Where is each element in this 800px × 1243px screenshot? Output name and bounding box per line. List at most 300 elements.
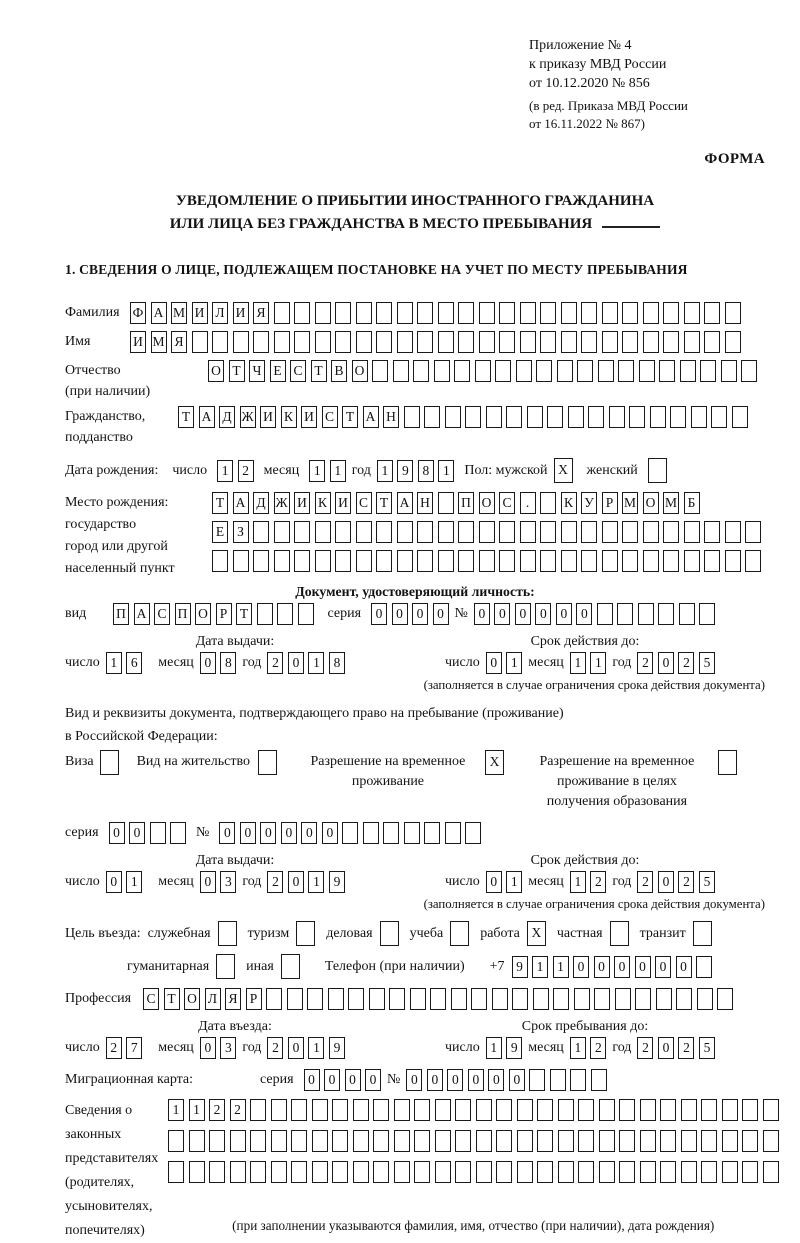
char-cell[interactable]: 0: [658, 652, 674, 674]
char-cell[interactable]: Т: [236, 603, 252, 625]
char-cell[interactable]: [656, 988, 672, 1010]
residence-number-cells[interactable]: [219, 822, 481, 844]
char-cell[interactable]: [520, 331, 536, 353]
issue-month-cells[interactable]: [200, 652, 237, 674]
char-cell[interactable]: [741, 360, 757, 382]
char-cell[interactable]: [650, 406, 666, 428]
char-cell[interactable]: [660, 1130, 676, 1152]
char-cell[interactable]: [356, 302, 372, 324]
char-cell[interactable]: [591, 1069, 607, 1091]
char-cell[interactable]: [561, 331, 577, 353]
char-cell[interactable]: [328, 988, 344, 1010]
char-cell[interactable]: 0: [614, 956, 630, 978]
char-cell[interactable]: [763, 1099, 779, 1121]
char-cell[interactable]: [465, 406, 481, 428]
char-cell[interactable]: Ж: [274, 492, 290, 514]
char-cell[interactable]: [602, 550, 618, 572]
char-cell[interactable]: [212, 331, 228, 353]
char-cell[interactable]: 0: [288, 652, 304, 674]
char-cell[interactable]: [315, 302, 331, 324]
doc-series-cells[interactable]: [371, 603, 449, 625]
char-cell[interactable]: [496, 1161, 512, 1183]
char-cell[interactable]: [475, 360, 491, 382]
char-cell[interactable]: [315, 521, 331, 543]
char-cell[interactable]: [691, 406, 707, 428]
char-cell[interactable]: [168, 1161, 184, 1183]
char-cell[interactable]: [476, 1161, 492, 1183]
char-cell[interactable]: [496, 1099, 512, 1121]
char-cell[interactable]: О: [195, 603, 211, 625]
char-cell[interactable]: [376, 331, 392, 353]
char-cell[interactable]: [218, 921, 237, 946]
char-cell[interactable]: [602, 521, 618, 543]
char-cell[interactable]: [150, 822, 166, 844]
char-cell[interactable]: [438, 302, 454, 324]
char-cell[interactable]: [578, 1161, 594, 1183]
char-cell[interactable]: [417, 302, 433, 324]
char-cell[interactable]: [558, 1130, 574, 1152]
char-cell[interactable]: 0: [200, 1037, 216, 1059]
char-cell[interactable]: [414, 1130, 430, 1152]
char-cell[interactable]: [192, 331, 208, 353]
char-cell[interactable]: А: [233, 492, 249, 514]
char-cell[interactable]: [356, 331, 372, 353]
char-cell[interactable]: 8: [329, 652, 345, 674]
char-cell[interactable]: [383, 822, 399, 844]
char-cell[interactable]: 2: [267, 652, 283, 674]
char-cell[interactable]: 6: [126, 652, 142, 674]
char-cell[interactable]: [622, 302, 638, 324]
char-cell[interactable]: [622, 521, 638, 543]
char-cell[interactable]: X: [554, 458, 573, 483]
char-cell[interactable]: [233, 550, 249, 572]
char-cell[interactable]: [294, 331, 310, 353]
residence-series-cells[interactable]: [109, 822, 187, 844]
char-cell[interactable]: [618, 360, 634, 382]
char-cell[interactable]: 1: [553, 956, 569, 978]
char-cell[interactable]: [253, 331, 269, 353]
char-cell[interactable]: Т: [164, 988, 180, 1010]
char-cell[interactable]: [529, 1069, 545, 1091]
char-cell[interactable]: [512, 988, 528, 1010]
char-cell[interactable]: [438, 492, 454, 514]
char-cell[interactable]: [722, 1130, 738, 1152]
char-cell[interactable]: [547, 406, 563, 428]
purpose-official-checkbox[interactable]: [218, 921, 237, 946]
char-cell[interactable]: [486, 406, 502, 428]
char-cell[interactable]: [499, 521, 515, 543]
char-cell[interactable]: [455, 1099, 471, 1121]
doc-number-cells[interactable]: [474, 603, 716, 625]
char-cell[interactable]: [732, 406, 748, 428]
char-cell[interactable]: Ж: [240, 406, 256, 428]
char-cell[interactable]: [718, 750, 737, 775]
char-cell[interactable]: [492, 988, 508, 1010]
char-cell[interactable]: 1: [506, 652, 522, 674]
char-cell[interactable]: С: [154, 603, 170, 625]
char-cell[interactable]: [335, 331, 351, 353]
char-cell[interactable]: [479, 302, 495, 324]
res-valid-year-cells[interactable]: [637, 871, 715, 893]
char-cell[interactable]: Т: [212, 492, 228, 514]
char-cell[interactable]: [561, 302, 577, 324]
char-cell[interactable]: Ч: [249, 360, 265, 382]
char-cell[interactable]: С: [356, 492, 372, 514]
char-cell[interactable]: [266, 988, 282, 1010]
char-cell[interactable]: 0: [240, 822, 256, 844]
char-cell[interactable]: [704, 521, 720, 543]
char-cell[interactable]: 1: [570, 871, 586, 893]
char-cell[interactable]: [458, 550, 474, 572]
res-issue-year-cells[interactable]: [267, 871, 345, 893]
char-cell[interactable]: [438, 521, 454, 543]
char-cell[interactable]: [376, 521, 392, 543]
char-cell[interactable]: [745, 550, 761, 572]
char-cell[interactable]: [479, 521, 495, 543]
char-cell[interactable]: [298, 603, 314, 625]
char-cell[interactable]: [372, 360, 388, 382]
char-cell[interactable]: [517, 1099, 533, 1121]
char-cell[interactable]: [271, 1099, 287, 1121]
char-cell[interactable]: [711, 406, 727, 428]
char-cell[interactable]: [394, 1161, 410, 1183]
char-cell[interactable]: [721, 360, 737, 382]
char-cell[interactable]: Т: [376, 492, 392, 514]
char-cell[interactable]: [376, 550, 392, 572]
char-cell[interactable]: [684, 331, 700, 353]
char-cell[interactable]: [701, 1099, 717, 1121]
char-cell[interactable]: [332, 1130, 348, 1152]
representatives-cells-2[interactable]: [168, 1130, 779, 1152]
char-cell[interactable]: [670, 406, 686, 428]
char-cell[interactable]: [499, 302, 515, 324]
char-cell[interactable]: 1: [377, 460, 393, 482]
char-cell[interactable]: [578, 1130, 594, 1152]
char-cell[interactable]: Р: [246, 988, 262, 1010]
char-cell[interactable]: [704, 302, 720, 324]
name-cells[interactable]: [130, 331, 741, 353]
char-cell[interactable]: [335, 302, 351, 324]
char-cell[interactable]: [397, 331, 413, 353]
char-cell[interactable]: [291, 1161, 307, 1183]
char-cell[interactable]: [332, 1161, 348, 1183]
char-cell[interactable]: О: [479, 492, 495, 514]
char-cell[interactable]: [617, 603, 633, 625]
char-cell[interactable]: [699, 603, 715, 625]
char-cell[interactable]: В: [331, 360, 347, 382]
char-cell[interactable]: 8: [220, 652, 236, 674]
purpose-business-checkbox[interactable]: [380, 921, 399, 946]
char-cell[interactable]: [663, 521, 679, 543]
char-cell[interactable]: [658, 603, 674, 625]
char-cell[interactable]: 1: [308, 1037, 324, 1059]
char-cell[interactable]: [274, 302, 290, 324]
char-cell[interactable]: [540, 331, 556, 353]
char-cell[interactable]: [410, 988, 426, 1010]
char-cell[interactable]: [527, 406, 543, 428]
edu-permit-checkbox[interactable]: [718, 750, 737, 775]
char-cell[interactable]: 0: [288, 871, 304, 893]
char-cell[interactable]: 2: [678, 871, 694, 893]
char-cell[interactable]: М: [663, 492, 679, 514]
char-cell[interactable]: [495, 360, 511, 382]
char-cell[interactable]: 0: [109, 822, 125, 844]
doc-kind-cells[interactable]: [113, 603, 314, 625]
char-cell[interactable]: [476, 1099, 492, 1121]
char-cell[interactable]: [622, 550, 638, 572]
char-cell[interactable]: [291, 1099, 307, 1121]
char-cell[interactable]: 1: [506, 871, 522, 893]
char-cell[interactable]: [353, 1099, 369, 1121]
res-issue-month-cells[interactable]: [200, 871, 237, 893]
char-cell[interactable]: [465, 822, 481, 844]
char-cell[interactable]: [550, 1069, 566, 1091]
char-cell[interactable]: [516, 360, 532, 382]
char-cell[interactable]: О: [184, 988, 200, 1010]
char-cell[interactable]: [291, 1130, 307, 1152]
char-cell[interactable]: А: [363, 406, 379, 428]
char-cell[interactable]: [189, 1130, 205, 1152]
char-cell[interactable]: [434, 360, 450, 382]
char-cell[interactable]: [629, 406, 645, 428]
birth-year-cells[interactable]: [377, 460, 455, 482]
char-cell[interactable]: 0: [106, 871, 122, 893]
char-cell[interactable]: 1: [189, 1099, 205, 1121]
purpose-tourism-checkbox[interactable]: [296, 921, 315, 946]
char-cell[interactable]: З: [233, 521, 249, 543]
char-cell[interactable]: [438, 331, 454, 353]
char-cell[interactable]: 0: [494, 603, 510, 625]
char-cell[interactable]: [294, 521, 310, 543]
char-cell[interactable]: [230, 1161, 246, 1183]
char-cell[interactable]: [356, 550, 372, 572]
char-cell[interactable]: [312, 1161, 328, 1183]
char-cell[interactable]: [479, 550, 495, 572]
purpose-private-checkbox[interactable]: [610, 921, 629, 946]
char-cell[interactable]: 9: [506, 1037, 522, 1059]
char-cell[interactable]: С: [322, 406, 338, 428]
char-cell[interactable]: [479, 331, 495, 353]
visa-checkbox[interactable]: [100, 750, 119, 775]
char-cell[interactable]: [643, 331, 659, 353]
char-cell[interactable]: [451, 988, 467, 1010]
char-cell[interactable]: И: [233, 302, 249, 324]
char-cell[interactable]: 5: [699, 652, 715, 674]
char-cell[interactable]: [348, 988, 364, 1010]
char-cell[interactable]: [435, 1130, 451, 1152]
char-cell[interactable]: [602, 302, 618, 324]
char-cell[interactable]: 2: [267, 871, 283, 893]
char-cell[interactable]: [680, 360, 696, 382]
char-cell[interactable]: [342, 822, 358, 844]
char-cell[interactable]: 0: [406, 1069, 422, 1091]
char-cell[interactable]: [373, 1130, 389, 1152]
char-cell[interactable]: Ф: [130, 302, 146, 324]
char-cell[interactable]: [676, 988, 692, 1010]
char-cell[interactable]: 9: [329, 871, 345, 893]
char-cell[interactable]: М: [622, 492, 638, 514]
char-cell[interactable]: [684, 521, 700, 543]
char-cell[interactable]: А: [397, 492, 413, 514]
char-cell[interactable]: [458, 521, 474, 543]
char-cell[interactable]: [536, 360, 552, 382]
char-cell[interactable]: [609, 406, 625, 428]
char-cell[interactable]: Я: [225, 988, 241, 1010]
char-cell[interactable]: [274, 550, 290, 572]
char-cell[interactable]: 2: [637, 652, 653, 674]
issue-year-cells[interactable]: [267, 652, 345, 674]
char-cell[interactable]: 0: [488, 1069, 504, 1091]
char-cell[interactable]: [742, 1130, 758, 1152]
char-cell[interactable]: [540, 492, 556, 514]
char-cell[interactable]: [696, 956, 712, 978]
stay-month-cells[interactable]: [570, 1037, 607, 1059]
char-cell[interactable]: 1: [126, 871, 142, 893]
char-cell[interactable]: 2: [637, 1037, 653, 1059]
char-cell[interactable]: 2: [267, 1037, 283, 1059]
purpose-study-checkbox[interactable]: [450, 921, 469, 946]
char-cell[interactable]: И: [192, 302, 208, 324]
char-cell[interactable]: [476, 1130, 492, 1152]
char-cell[interactable]: [294, 302, 310, 324]
char-cell[interactable]: [581, 550, 597, 572]
surname-cells[interactable]: [130, 302, 741, 324]
char-cell[interactable]: [281, 954, 300, 979]
valid-month-cells[interactable]: [570, 652, 607, 674]
char-cell[interactable]: [640, 1161, 656, 1183]
stay-year-cells[interactable]: [637, 1037, 715, 1059]
char-cell[interactable]: [250, 1099, 266, 1121]
char-cell[interactable]: [742, 1161, 758, 1183]
char-cell[interactable]: .: [520, 492, 536, 514]
char-cell[interactable]: [610, 921, 629, 946]
char-cell[interactable]: [277, 603, 293, 625]
char-cell[interactable]: [701, 1161, 717, 1183]
char-cell[interactable]: 0: [468, 1069, 484, 1091]
char-cell[interactable]: 0: [324, 1069, 340, 1091]
char-cell[interactable]: [394, 1099, 410, 1121]
birth-place-cells-1[interactable]: [212, 492, 761, 514]
char-cell[interactable]: О: [643, 492, 659, 514]
char-cell[interactable]: А: [134, 603, 150, 625]
char-cell[interactable]: [450, 921, 469, 946]
char-cell[interactable]: [704, 550, 720, 572]
char-cell[interactable]: 1: [486, 1037, 502, 1059]
char-cell[interactable]: [445, 822, 461, 844]
char-cell[interactable]: Т: [342, 406, 358, 428]
char-cell[interactable]: [170, 822, 186, 844]
char-cell[interactable]: [742, 1099, 758, 1121]
char-cell[interactable]: К: [281, 406, 297, 428]
char-cell[interactable]: [393, 360, 409, 382]
profession-cells[interactable]: [143, 988, 733, 1010]
char-cell[interactable]: И: [335, 492, 351, 514]
char-cell[interactable]: [233, 331, 249, 353]
char-cell[interactable]: 2: [590, 871, 606, 893]
char-cell[interactable]: [414, 1161, 430, 1183]
char-cell[interactable]: 1: [438, 460, 454, 482]
sex-male-checkbox[interactable]: [554, 458, 573, 483]
char-cell[interactable]: X: [527, 921, 546, 946]
char-cell[interactable]: [100, 750, 119, 775]
char-cell[interactable]: М: [171, 302, 187, 324]
char-cell[interactable]: [663, 302, 679, 324]
entry-day-cells[interactable]: [106, 1037, 143, 1059]
char-cell[interactable]: [414, 1099, 430, 1121]
char-cell[interactable]: 0: [658, 871, 674, 893]
char-cell[interactable]: 0: [129, 822, 145, 844]
char-cell[interactable]: [701, 1130, 717, 1152]
char-cell[interactable]: С: [290, 360, 306, 382]
char-cell[interactable]: [681, 1161, 697, 1183]
char-cell[interactable]: 0: [509, 1069, 525, 1091]
char-cell[interactable]: [253, 521, 269, 543]
char-cell[interactable]: [496, 1130, 512, 1152]
char-cell[interactable]: [435, 1099, 451, 1121]
char-cell[interactable]: [250, 1161, 266, 1183]
char-cell[interactable]: [430, 988, 446, 1010]
char-cell[interactable]: [517, 1161, 533, 1183]
char-cell[interactable]: [540, 521, 556, 543]
char-cell[interactable]: [537, 1161, 553, 1183]
char-cell[interactable]: [373, 1099, 389, 1121]
char-cell[interactable]: [287, 988, 303, 1010]
char-cell[interactable]: [271, 1161, 287, 1183]
char-cell[interactable]: 9: [397, 460, 413, 482]
char-cell[interactable]: [684, 550, 700, 572]
char-cell[interactable]: [557, 360, 573, 382]
char-cell[interactable]: Я: [171, 331, 187, 353]
char-cell[interactable]: 0: [576, 603, 592, 625]
char-cell[interactable]: [540, 302, 556, 324]
char-cell[interactable]: С: [143, 988, 159, 1010]
char-cell[interactable]: И: [301, 406, 317, 428]
char-cell[interactable]: [312, 1099, 328, 1121]
char-cell[interactable]: [638, 603, 654, 625]
char-cell[interactable]: П: [458, 492, 474, 514]
char-cell[interactable]: 0: [219, 822, 235, 844]
char-cell[interactable]: [294, 550, 310, 572]
char-cell[interactable]: [599, 1161, 615, 1183]
char-cell[interactable]: 0: [304, 1069, 320, 1091]
char-cell[interactable]: [660, 1161, 676, 1183]
char-cell[interactable]: [598, 360, 614, 382]
char-cell[interactable]: [619, 1099, 635, 1121]
char-cell[interactable]: [455, 1130, 471, 1152]
char-cell[interactable]: [397, 550, 413, 572]
entry-year-cells[interactable]: [267, 1037, 345, 1059]
residence-permit-checkbox[interactable]: [258, 750, 277, 775]
char-cell[interactable]: [725, 521, 741, 543]
char-cell[interactable]: [296, 921, 315, 946]
char-cell[interactable]: И: [294, 492, 310, 514]
char-cell[interactable]: [745, 521, 761, 543]
char-cell[interactable]: [722, 1099, 738, 1121]
char-cell[interactable]: [684, 302, 700, 324]
stay-day-cells[interactable]: [486, 1037, 523, 1059]
char-cell[interactable]: [454, 360, 470, 382]
char-cell[interactable]: Н: [383, 406, 399, 428]
char-cell[interactable]: 3: [220, 1037, 236, 1059]
char-cell[interactable]: [212, 550, 228, 572]
char-cell[interactable]: [397, 302, 413, 324]
birth-place-cells-3[interactable]: [212, 550, 761, 572]
char-cell[interactable]: [663, 331, 679, 353]
char-cell[interactable]: [520, 302, 536, 324]
char-cell[interactable]: [373, 1161, 389, 1183]
char-cell[interactable]: [438, 550, 454, 572]
mc-number-cells[interactable]: [406, 1069, 607, 1091]
